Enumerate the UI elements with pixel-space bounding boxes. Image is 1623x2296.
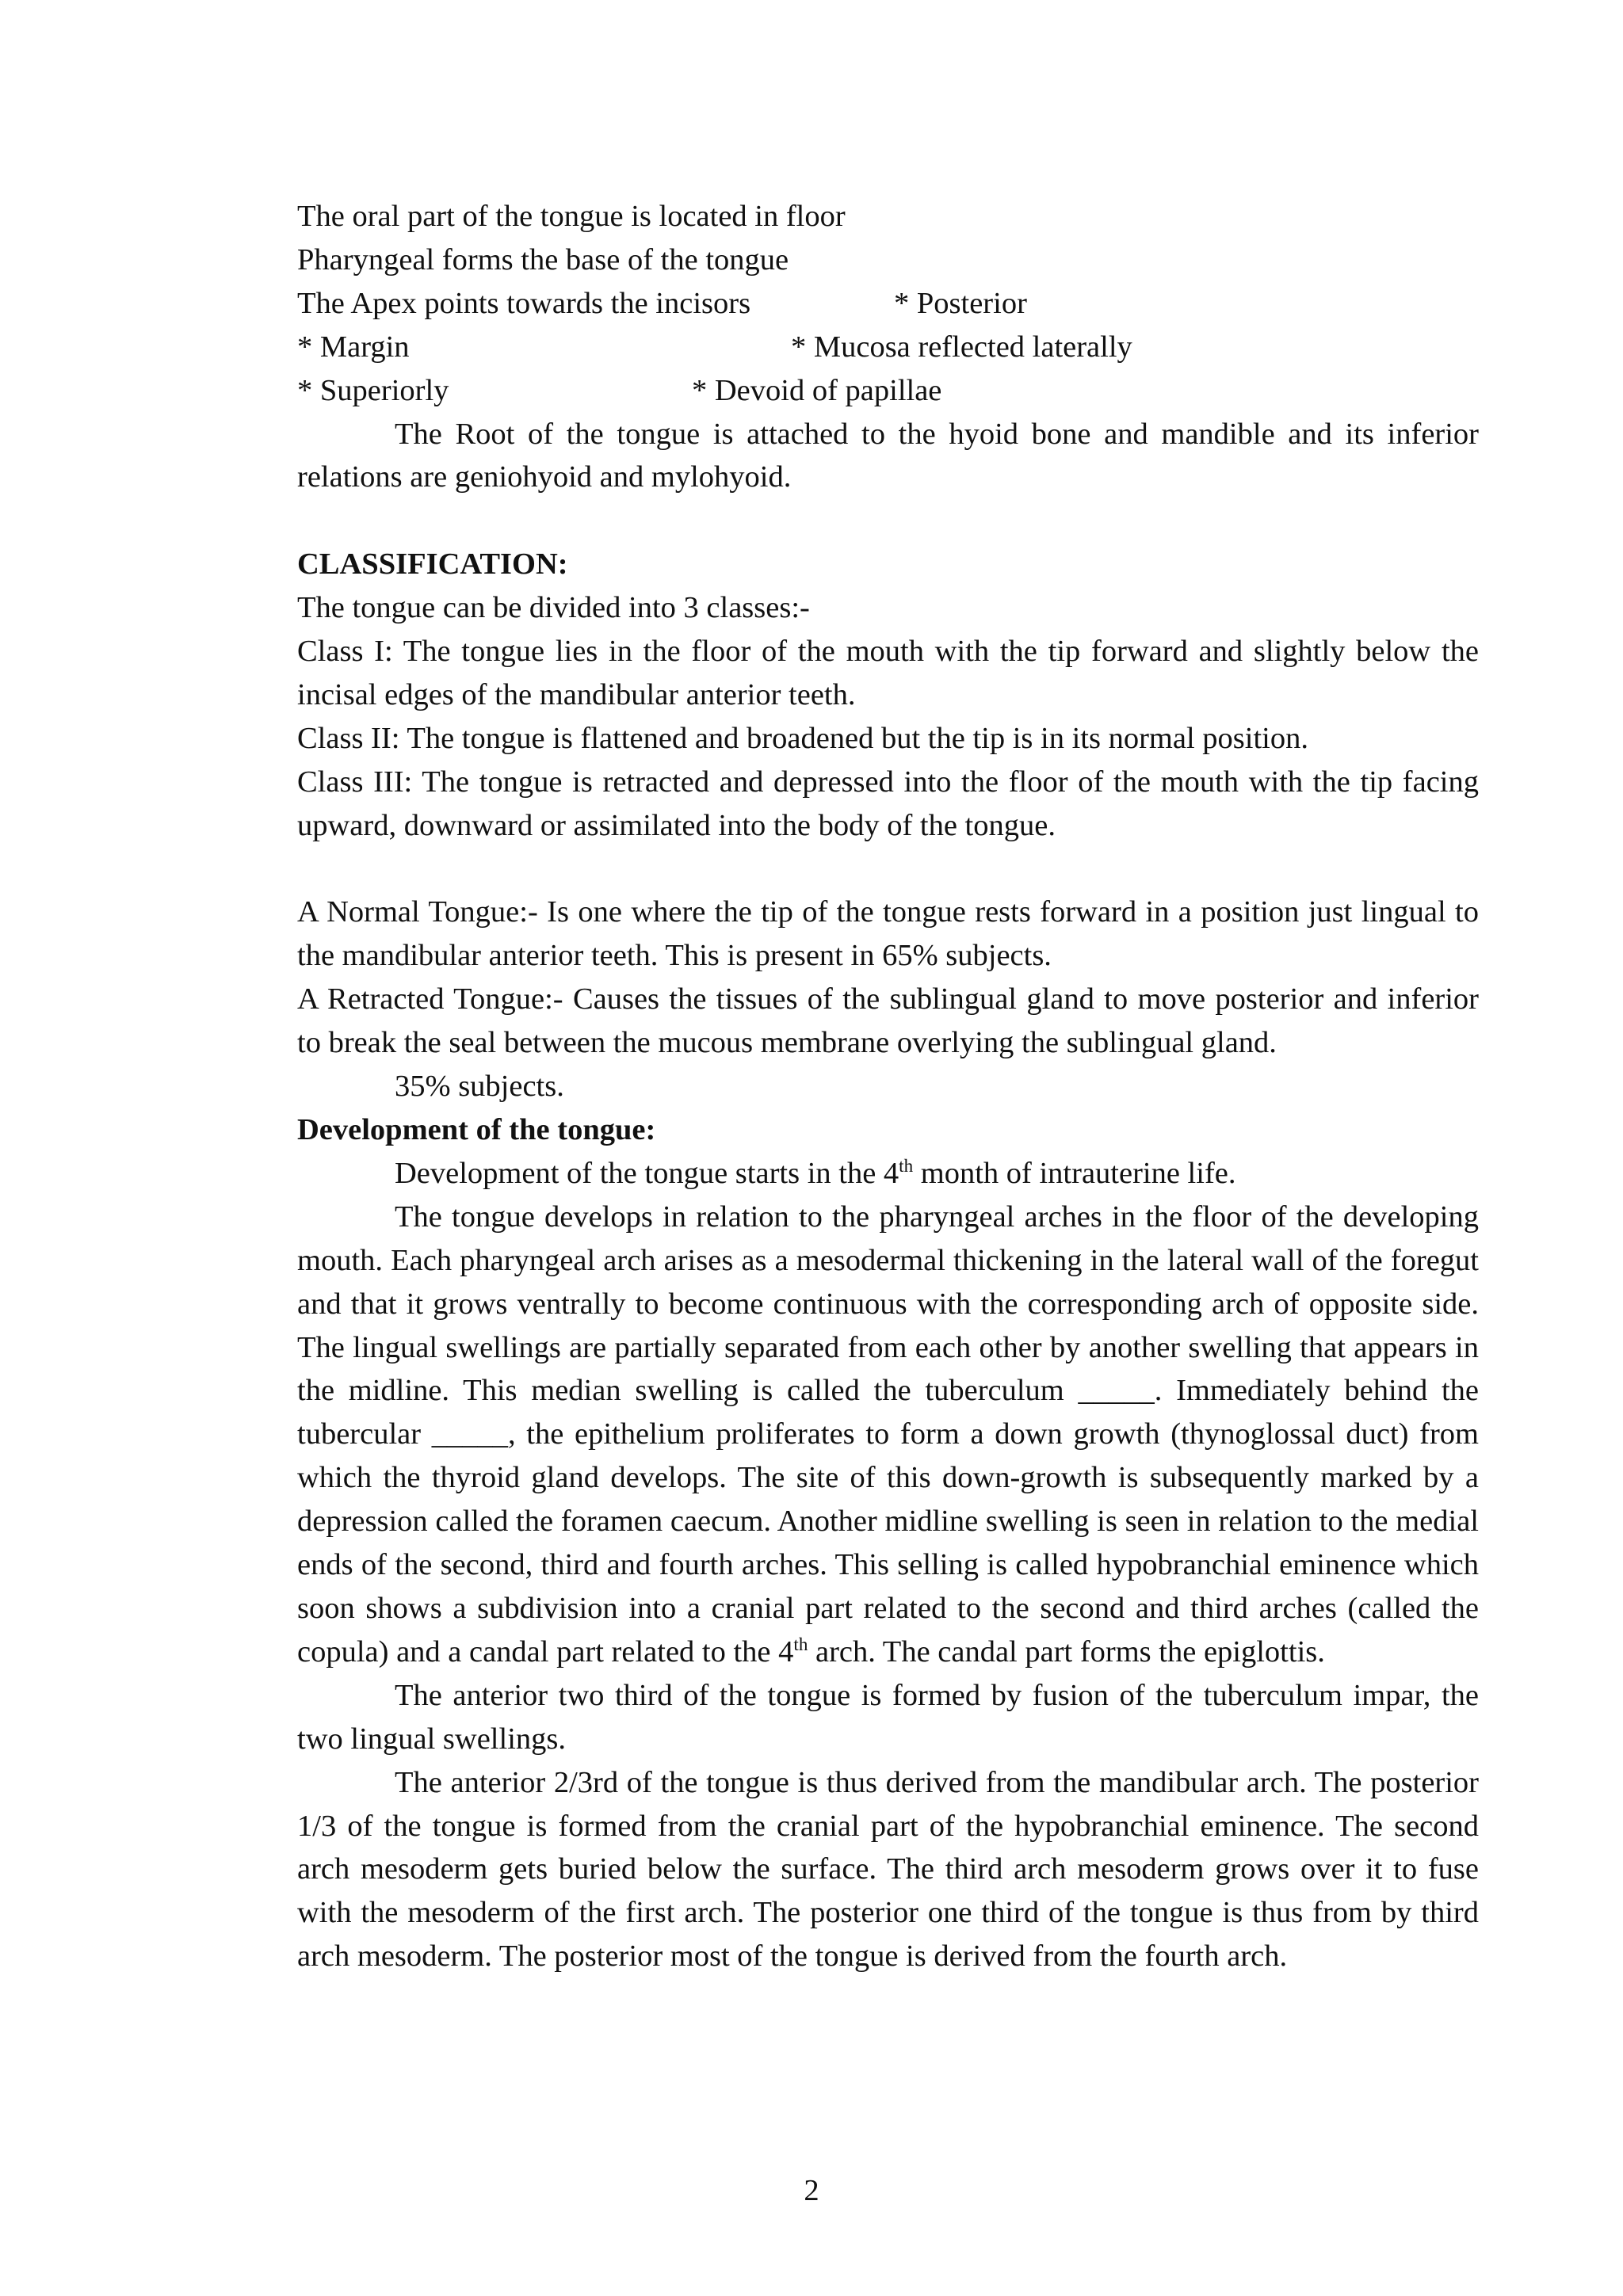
spacer [297, 499, 1479, 543]
retracted-tongue-paragraph: A Retracted Tongue:- Causes the tissues of the sublingual gland to move posterior and inferior to break the seal between the mucous membrane overlying the sublingual gland. [297, 982, 1479, 1060]
normal-tongue-paragraph: A Normal Tongue:- Is one where the tip of the tongue rests forward in a position just lingual to the mandibular anterior teeth. This is present in 65% subjects. [297, 895, 1479, 973]
development-start-paragraph [297, 1152, 1479, 1196]
class-2-paragraph: Class II: The tongue is flattened and broadened but the tip is in its normal position. [297, 721, 1308, 755]
apex-line [297, 282, 1479, 326]
superscript-th: th [899, 1155, 914, 1177]
devoid-bullet: * Devoid of papillae [692, 373, 942, 407]
development-start-text-end: month of intrauterine life. [913, 1156, 1236, 1190]
classification-heading: CLASSIFICATION: [297, 547, 568, 582]
development-paragraph-1-text-end: arch. The candal part forms the epiglottis. [808, 1634, 1325, 1669]
pharyngeal-line: Pharyngeal forms the base of the tongue [297, 242, 789, 277]
development-paragraph-1-text: The tongue develops in relation to the pharyngeal arches in the floor of the developing mouth. Each pharyngeal arch arises as a mesodermal thickening in the lateral wall of the foregut and that it grows ventrally to become continuous with the corresponding arch of opposite side. The lingual swellings are partially separated from each other by another swelling that appears in the midline. This median swelling is called the tuberculum _____. Immediately behind the tubercular _____, the epithelium proliferates to form a down growth (thynoglossal duct) from which the thyroid gland develops. The site of this down-growth is subsequently marked by a depression called the foramen caecum. Another midline swelling is seen in relation to the medial ends of the second, third and fourth arches. This selling is called hypobranchial eminence which soon shows a subdivision into a cranial part related to the second and third arches (called the copula) and a candal part related to the 4 [297, 1199, 1479, 1669]
oral-part-line: The oral part of the tongue is located in floor [297, 200, 846, 233]
development-heading: Development of the tongue: [297, 1113, 656, 1146]
development-paragraph-1 [297, 1196, 1479, 1674]
superiorly-line [297, 369, 1479, 413]
margin-bullet: * Margin [297, 330, 410, 364]
page-content [297, 195, 1479, 1978]
superscript-th: th [793, 1634, 808, 1655]
class-1-paragraph: Class I: The tongue lies in the floor of the mouth with the tip forward and slightly below the incisal edges of the mandibular anterior teeth. [297, 635, 1479, 711]
retracted-percentage: 35% subjects. [395, 1070, 564, 1104]
superiorly-bullet: * Superiorly [297, 373, 449, 407]
development-start-text: Development of the tongue starts in the 4 [395, 1156, 899, 1190]
page-number: 2 [804, 2174, 819, 2207]
spacer [297, 848, 1479, 891]
classification-intro: The tongue can be divided into 3 classes:- [297, 591, 810, 625]
margin-line [297, 326, 1479, 369]
posterior-bullet: * Posterior [894, 286, 1027, 320]
mucosa-bullet: * Mucosa reflected laterally [791, 330, 1132, 364]
root-paragraph: The Root of the tongue is attached to the hyoid bone and mandible and its inferior relations are geniohyoid and mylohyoid. [297, 417, 1479, 494]
development-paragraph-3: The anterior 2/3rd of the tongue is thus derived from the mandibular arch. The posterior 1/3 of the tongue is formed from the cranial part of the hypobranchial eminence. The second arch mesoderm gets buried below the surface. The third arch mesoderm grows over it to fuse with the mesoderm of the first arch. The posterior one third of the tongue is thus from by third arch mesoderm. The posterior most of the tongue is derived from the fourth arch. [297, 1765, 1479, 1974]
class-3-paragraph: Class III: The tongue is retracted and depressed into the floor of the mouth with the tip facing upward, downward or assimilated into the body of the tongue. [297, 765, 1479, 842]
apex-text: The Apex points towards the incisors [297, 286, 751, 320]
development-paragraph-2: The anterior two third of the tongue is formed by fusion of the tuberculum impar, the two lingual swellings. [297, 1678, 1479, 1756]
